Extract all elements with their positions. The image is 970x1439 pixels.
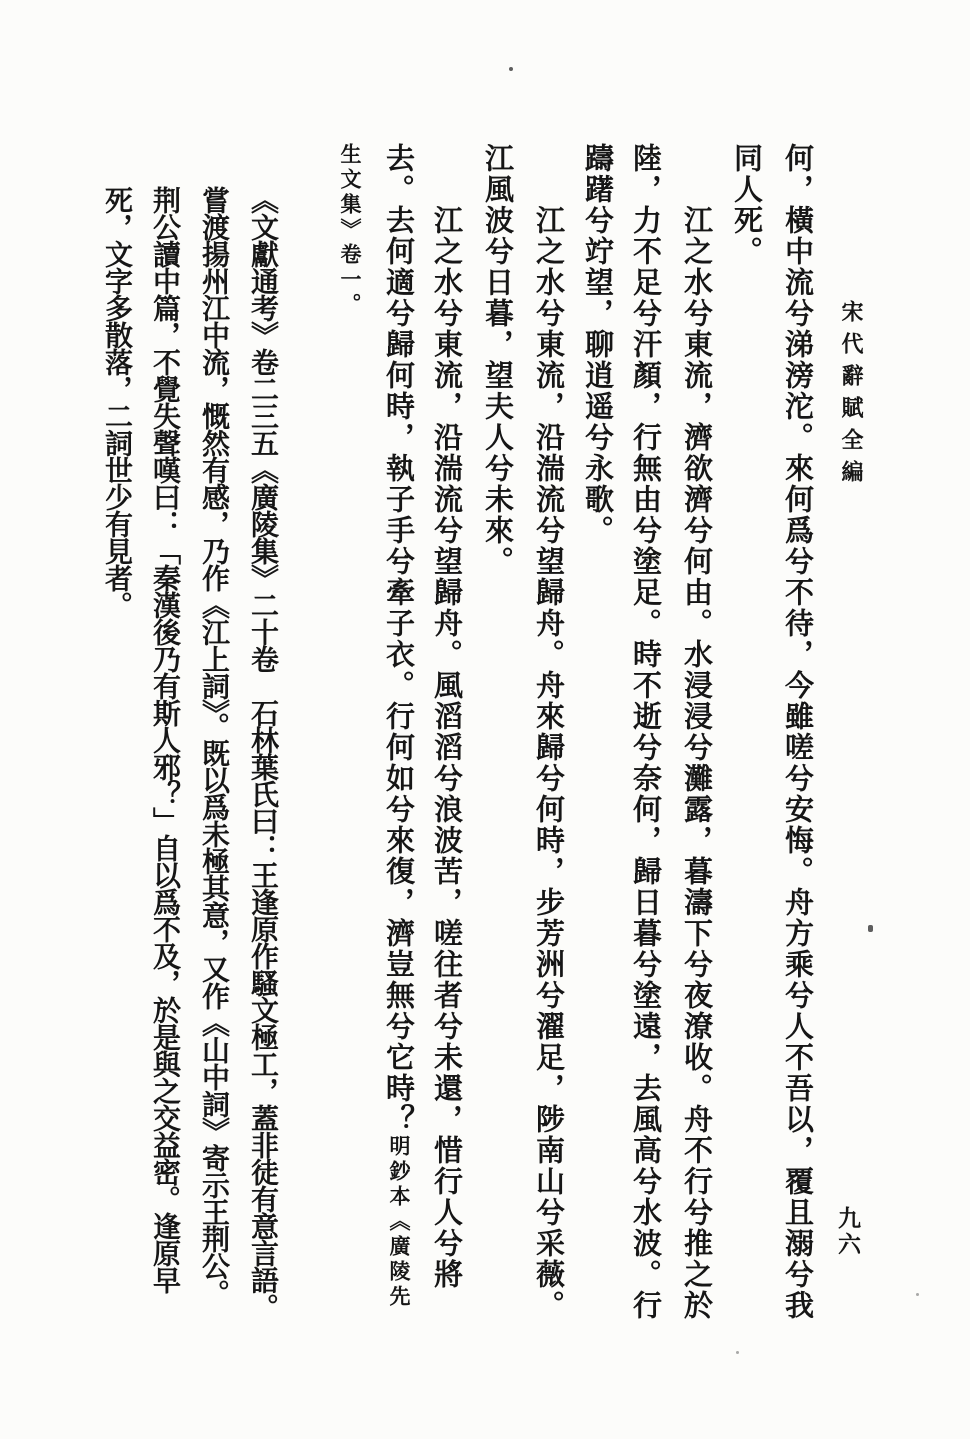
text-column-7 — [481, 143, 515, 577]
column-text: 何，橫中流兮涕滂沱。來何爲兮不待，今雖嗟兮安悔。舟方乘兮人不吾以，覆且溺兮我 — [781, 143, 815, 1321]
column-text: 江之水兮東流，沿湍流兮望歸舟。舟來歸兮何時，步芳洲兮濯足，陟南山兮采薇。 — [532, 205, 566, 1321]
column-text: 去。去何適兮歸何時，執子手兮牽子衣。行何如兮來復，濟豈無兮它時？ — [382, 143, 416, 1135]
text-column-10 — [340, 143, 361, 318]
column-text: 陸，力不足兮汗顏，行無由兮塗足。時不逝兮奈何，歸日暮兮塗遠，去風高兮水波。行 — [629, 143, 663, 1321]
text-column-8 — [430, 205, 464, 1290]
column-text: 躊躇兮竚望，聊逍遥兮永歌。 — [581, 143, 615, 546]
text-column-11 — [247, 186, 280, 1320]
scan-speck — [509, 67, 513, 71]
text-column-9 — [382, 143, 416, 1310]
text-column-2 — [730, 143, 764, 267]
column-text: 荆公讀中篇，不覺失聲嘆曰：「秦漢後乃有斯人邪？」自以爲不及，於是與之交益密。逢原早 — [149, 186, 182, 1293]
column-text: 嘗渡揚州江中流，慨然有感，乃作《江上詞》。既以爲未極其意，又作《山中詞》寄示王荆公。 — [198, 186, 231, 1306]
column-text: 死，文字多散落，二詞世少有見者。 — [101, 186, 134, 618]
text-column-5 — [581, 143, 615, 546]
text-column-3 — [680, 205, 714, 1321]
running-title: 宋代辭賦全編 — [838, 300, 864, 492]
scan-speck — [736, 1351, 739, 1354]
text-column-14 — [101, 186, 134, 618]
page-number: 九六 — [834, 1206, 861, 1258]
text-column-4 — [629, 143, 663, 1321]
scan-speck — [916, 1293, 919, 1296]
scan-speck — [868, 925, 873, 932]
source-note: 明鈔本《廣陵先 — [387, 1135, 412, 1310]
column-text: 江風波兮日暮，望夫人兮未來。 — [481, 143, 515, 577]
text-column-6 — [532, 205, 566, 1321]
text-column-13 — [149, 186, 182, 1293]
text-column-1 — [781, 143, 815, 1321]
column-text: 同人死。 — [730, 143, 764, 267]
column-text: 江之水兮東流，濟欲濟兮何由。水浸浸兮灘露，暮濤下兮夜潦收。舟不行兮推之於 — [680, 205, 714, 1321]
column-text: 《文獻通考》卷二三五《廣陵集》二十卷 石林葉氏曰：王逢原作騷文極工，蓋非徒有意言語。 — [247, 186, 280, 1320]
source-note: 生文集》卷一。 — [338, 143, 363, 318]
text-column-12 — [198, 186, 231, 1306]
column-text: 江之水兮東流，沿湍流兮望歸舟。風滔滔兮浪波苦，嗟往者兮未還，惜行人兮將 — [430, 205, 464, 1290]
